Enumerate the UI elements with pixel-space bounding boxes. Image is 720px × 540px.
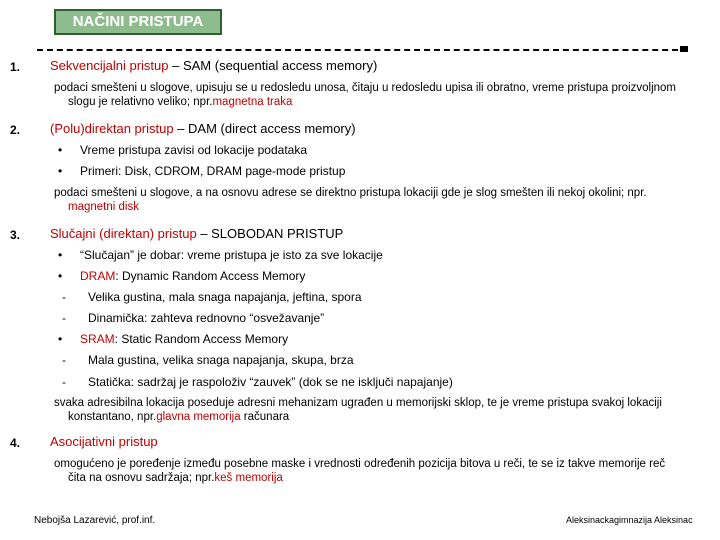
section-2-desc-line1: podaci smešteni u slogove, a na osnovu adrese se direktno pristupa lokaciji gde je slog smešten ili nekoj okolini; npr.: [54, 187, 647, 199]
section-4-desc-line2: čita na osnovu sadržaja; npr.keš memorija: [68, 472, 283, 484]
section-3-dram-detail-1: Velika gustina, mala snaga napajanja, jeftina, spora: [88, 290, 362, 304]
section-3-number: 3.: [10, 228, 21, 242]
slide-title: NAČINI PRISTUPA: [54, 9, 222, 35]
section-1-desc-line1: podaci smešteni u slogove, upisuju se u redosledu unosa, čitaju u redosledu upisa ili obratno, vreme pristupa proizvoljnom: [54, 82, 676, 94]
bullet-icon: •: [58, 332, 63, 346]
section-3-heading: Slučajni (direktan) pristup – SLOBODAN PRISTUP: [50, 226, 344, 241]
section-3-sram-detail-2: Statička: sadržaj je raspoloživ “zauvek” (dok se ne isključi napajanje): [88, 375, 453, 389]
section-3-bullet-2: DRAM: Dynamic Random Access Memory: [80, 269, 306, 283]
section-1-heading: Sekvencijalni pristup – SAM (sequential access memory): [50, 58, 378, 73]
dash-icon: -: [62, 353, 66, 367]
section-4-number: 4.: [10, 436, 21, 450]
bullet-icon: •: [58, 143, 63, 157]
section-3-bullet-3: SRAM: Static Random Access Memory: [80, 332, 289, 346]
section-2-desc-line2: magnetni disk: [68, 201, 139, 213]
section-4-desc-line1: omogućeno je poređenje između posebne maske i vrednosti određenih pozicija bitova u reči, te se iz takve memorije reč: [54, 458, 666, 470]
dash-icon: -: [62, 375, 66, 389]
section-1-desc-line2: slogu je relativno veliko; npr.magnetna traka: [68, 96, 293, 108]
section-2-bullet-2: Primeri: Disk, CDROM, DRAM page-mode pristup: [80, 164, 346, 178]
bullet-icon: •: [58, 164, 63, 178]
section-3-dram-detail-2: Dinamička: zahteva rednovno “osvežavanje”: [88, 311, 325, 325]
section-2-bullet-1: Vreme pristupa zavisi od lokacije podataka: [80, 143, 308, 157]
section-3-desc-line1: svaka adresibilna lokacija poseduje adresni mehanizam ugrađen u memorijski sklop, te je vreme pristupa svakoj lokaciji: [54, 397, 662, 409]
divider-end-mark: [680, 46, 688, 52]
section-3-desc-line2: konstantano, npr.glavna memorija računara: [68, 411, 290, 423]
divider-line: [37, 49, 688, 51]
footer-author: Nebojša Lazarević, prof.inf.: [34, 515, 156, 526]
section-2-number: 2.: [10, 123, 21, 137]
dash-icon: -: [62, 290, 66, 304]
bullet-icon: •: [58, 248, 63, 262]
section-3-sram-detail-1: Mala gustina, velika snaga napajanja, skupa, brza: [88, 353, 354, 367]
bullet-icon: •: [58, 269, 63, 283]
section-1-number: 1.: [10, 60, 21, 74]
footer-school: Aleksinackagimnazija Aleksinac: [566, 515, 693, 525]
section-3-bullet-1: “Slučajan” je dobar: vreme pristupa je isto za sve lokacije: [80, 248, 383, 262]
section-4-heading: Asocijativni pristup: [50, 434, 158, 449]
dash-icon: -: [62, 311, 66, 325]
section-2-heading: (Polu)direktan pristup – DAM (direct access memory): [50, 121, 356, 136]
